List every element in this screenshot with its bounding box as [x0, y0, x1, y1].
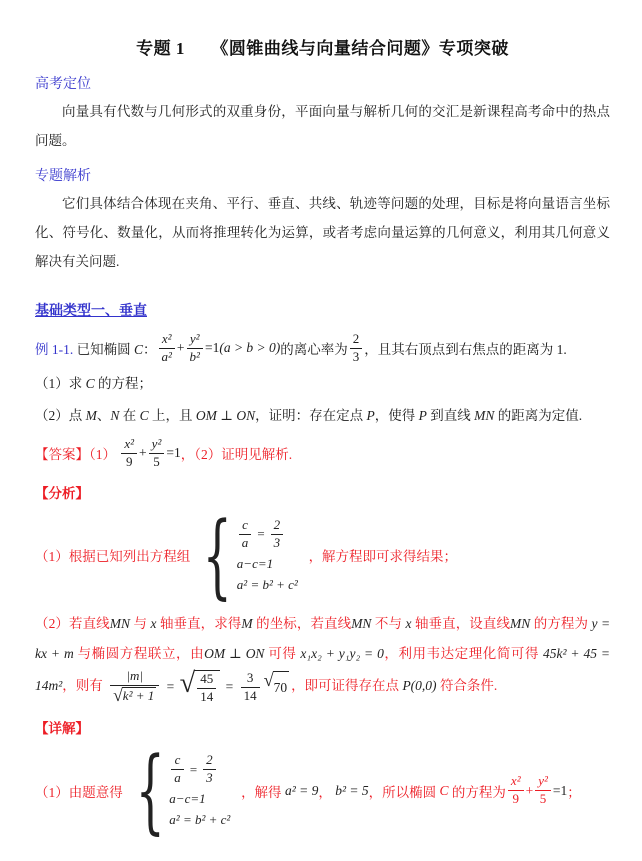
example-tail: ，且其右顶点到右焦点的距离为 1. — [364, 342, 567, 358]
system-eq-1: $\frac{c}{a}$ = $\frac{2}{3}$ — [237, 518, 285, 551]
detail-label: 【详解】 — [35, 721, 89, 737]
answer-tail: ，（2）证明见解析. — [180, 447, 293, 463]
heading-basic-type-1: 基础类型一、垂直 — [35, 304, 147, 319]
detail-step-1: （1）由题意得 { $\frac{c}{a}$ = $\frac{2}{3}$ a−c=1 a² = b² + c² ，解得 a² = 9 ， b² = 5 ，所以椭圆 C 的方程为 $\frac{\text{x²}}{9}$ + $\frac{\text{y²}}{5}$ =1 ； — [35, 737, 581, 845]
eccentricity-fraction: $\frac{2}{3}$ — [350, 332, 363, 365]
answer-line — [35, 437, 610, 470]
ellipse-x-term: $\frac{\text{x²}}{\text{a²}}$ — [159, 332, 175, 365]
answer-equation: $\frac{\text{x²}}{9}$ + $\frac{\text{y²}}{5}$ =1 — [119, 437, 180, 470]
a-squared-value: a² = 9 — [284, 782, 319, 798]
equals-one: =1 — [204, 340, 220, 356]
b-squared-value: b² = 5 — [335, 782, 369, 798]
question-1: （1）求 C 的方程； — [35, 375, 153, 391]
analysis-step-1 — [35, 501, 610, 609]
question-2: （2）点 M、N 在 C 上，且 OM ⊥ ON，证明：存在定点 P，使得 P 到直线 MN 的距离为定值. — [35, 407, 583, 423]
left-brace: { — [135, 737, 165, 845]
example-label: 例 1-1. — [35, 342, 74, 358]
example-intro: 已知椭圆 C： — [73, 342, 157, 358]
heading-gaokao-dingwei: 高考定位 — [35, 77, 91, 92]
distance-formula-chain: |m| √ k² + 1 = √ $\frac{45}{14}$ = $\frac{3}{14}$ √ 70 — [108, 669, 289, 705]
system-eq-2: a−c=1 — [236, 555, 274, 571]
left-brace: { — [202, 501, 233, 609]
result-x-term: $\frac{\text{x²}}{9}$ — [508, 774, 524, 807]
ellipse-y-term: $\frac{\text{y²}}{\text{b²}}$ — [187, 332, 203, 365]
analysis-step2-text-b: ，即可证得存在点 P(0,0) 符合条件. — [291, 678, 498, 694]
result-equals-one: =1 — [552, 782, 568, 798]
example-1-1-statement — [35, 332, 610, 365]
page-title: 专题 1 《圆锥曲线与向量结合问题》专项突破 — [136, 39, 509, 58]
analysis-label: 【分析】 — [35, 485, 89, 501]
equation-system — [194, 501, 298, 609]
ellipse-c-var: C — [439, 782, 449, 798]
result-y-term: $\frac{\text{y²}}{5}$ — [535, 774, 551, 807]
para-jiexi: 它们具体结合体现在夹角、平行、垂直、共线、轨迹等问题的处理，目标是将向量语言坐标化、符号化、数量化，从而将推理转化为运算，或者考虑向量运算的几何意义，利用其几何意义解决有关问题. — [35, 196, 610, 269]
ellipse-condition: (a > b > 0) — [219, 340, 281, 356]
system-eq-3: a² = b² + c² — [169, 812, 231, 828]
radical-sign: √ — [179, 667, 196, 699]
system-eq-1: $\frac{c}{a}$ = $\frac{2}{3}$ — [169, 753, 217, 786]
heading-zhuanti-jiexi: 专题解析 — [35, 169, 91, 184]
analysis-step1-tail: ，解方程即可求得结果； — [301, 549, 458, 565]
detail-step1-lead: （1）由题意得 — [35, 784, 123, 800]
analysis-step-2 — [35, 609, 610, 705]
system-eq-3: a² = b² + c² — [236, 576, 298, 592]
radical-sign: √ — [113, 685, 123, 706]
para-gaokao: 向量具有代数与几何形式的双重身份，平面向量与解析几何的交汇是新课程高考命中的热点问题。 — [35, 104, 610, 148]
analysis-step2-text-a: （2）若直线MN 与 x 轴垂直，求得M 的坐标，若直线MN 不与 x 轴垂直，设直线MN 的方程为 y = kx + m 与椭圆方程联立，由OM ⊥ ON 可得 x₁x₂ + y₁y₂ = 0，利用韦达定理化简可得 45k² + 45 = 14m²，则有 — [35, 616, 611, 694]
detail-solve-text: ，解得 — [234, 784, 285, 800]
eccentricity-text: 的离心率为 — [280, 342, 348, 358]
equation-system-detail — [127, 737, 231, 845]
system-eq-2: a−c=1 — [169, 791, 206, 807]
radical-sign: √ — [263, 670, 274, 691]
answer-label: 【答案】（1） — [35, 447, 120, 463]
analysis-step1-lead: （1）根据已知列出方程组 — [35, 549, 191, 565]
plus-sign: + — [176, 340, 185, 356]
